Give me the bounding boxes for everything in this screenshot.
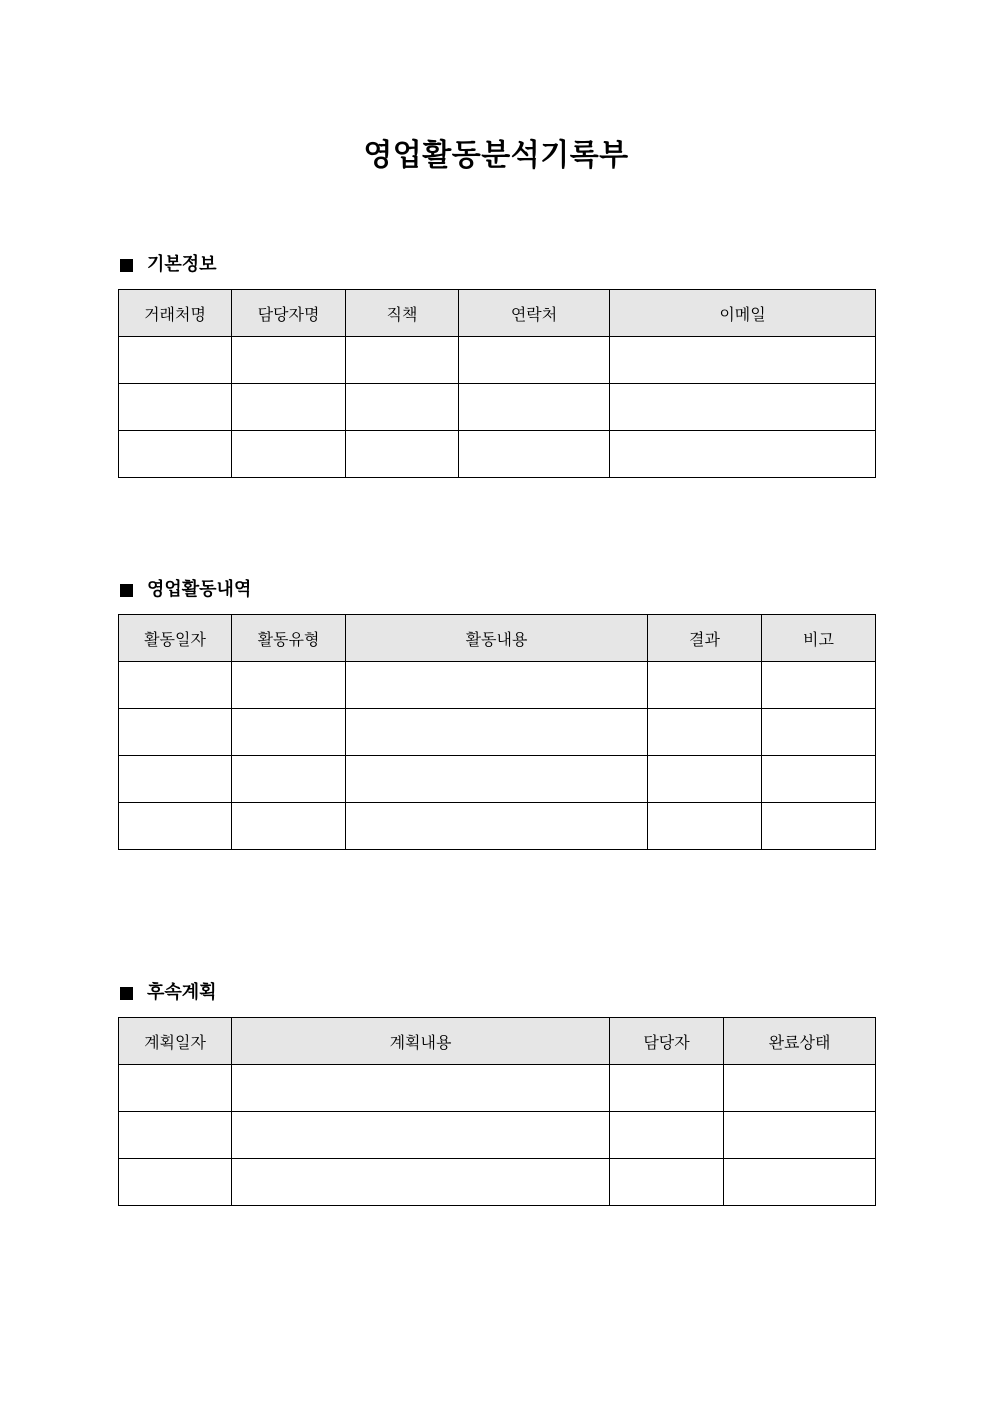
- activity-table: [118, 614, 876, 850]
- table-row: [119, 1159, 876, 1206]
- table-cell[interactable]: [610, 431, 876, 478]
- table-row: [119, 431, 876, 478]
- section-heading-activity: [118, 578, 251, 602]
- section-heading-label: 기본정보: [147, 254, 217, 275]
- table-cell[interactable]: [119, 709, 232, 756]
- table-cell[interactable]: [724, 1065, 876, 1112]
- table-cell[interactable]: [724, 1159, 876, 1206]
- table-cell[interactable]: [119, 384, 232, 431]
- table-cell[interactable]: [724, 1112, 876, 1159]
- column-header-activity-type: 활동유형: [232, 615, 346, 662]
- table-cell[interactable]: [232, 431, 346, 478]
- table-cell[interactable]: [232, 1159, 610, 1206]
- section-heading-label: 영업활동내역: [147, 579, 252, 600]
- table-cell[interactable]: [346, 384, 459, 431]
- table-cell[interactable]: [610, 1159, 724, 1206]
- column-header-plan-content: 계획내용: [232, 1018, 610, 1065]
- column-header-contact-name: 담당자명: [232, 290, 346, 337]
- table-cell[interactable]: [346, 431, 459, 478]
- column-header-result: 결과: [648, 615, 762, 662]
- table-row: [119, 662, 876, 709]
- table-cell[interactable]: [119, 431, 232, 478]
- table-cell[interactable]: [232, 662, 346, 709]
- column-header-completion-status: 완료상태: [724, 1018, 876, 1065]
- table-cell[interactable]: [232, 803, 346, 850]
- table-cell[interactable]: [648, 709, 762, 756]
- table-cell[interactable]: [648, 803, 762, 850]
- column-header-client-name: 거래처명: [119, 290, 232, 337]
- column-header-activity-content: 활동내용: [346, 615, 648, 662]
- table-cell[interactable]: [610, 1112, 724, 1159]
- table-row: [119, 337, 876, 384]
- table-cell[interactable]: [648, 756, 762, 803]
- followup-table: [118, 1017, 876, 1206]
- column-header-activity-date: 활동일자: [119, 615, 232, 662]
- table-row: [119, 384, 876, 431]
- table-cell[interactable]: [762, 803, 876, 850]
- column-header-email: 이메일: [610, 290, 876, 337]
- table-cell[interactable]: [232, 1112, 610, 1159]
- table-header-row: [119, 1018, 876, 1065]
- square-bullet-icon: [120, 987, 133, 1000]
- square-bullet-icon: [120, 259, 133, 272]
- section-heading-label: 후속계획: [147, 982, 217, 1003]
- table-cell[interactable]: [762, 709, 876, 756]
- square-bullet-icon: [120, 584, 133, 597]
- table-cell[interactable]: [648, 662, 762, 709]
- column-header-remarks: 비고: [762, 615, 876, 662]
- table-row: [119, 709, 876, 756]
- table-cell[interactable]: [346, 709, 648, 756]
- section-heading-followup: [118, 981, 217, 1005]
- column-header-position: 직책: [346, 290, 459, 337]
- table-cell[interactable]: [232, 1065, 610, 1112]
- table-cell[interactable]: [346, 756, 648, 803]
- column-header-phone: 연락처: [459, 290, 610, 337]
- table-cell[interactable]: [232, 756, 346, 803]
- table-cell[interactable]: [346, 337, 459, 384]
- table-cell[interactable]: [119, 756, 232, 803]
- table-cell[interactable]: [232, 384, 346, 431]
- table-cell[interactable]: [346, 662, 648, 709]
- table-cell[interactable]: [119, 1159, 232, 1206]
- table-row: [119, 803, 876, 850]
- column-header-plan-date: 계획일자: [119, 1018, 232, 1065]
- table-cell[interactable]: [232, 709, 346, 756]
- section-heading-basic-info: [118, 253, 217, 277]
- table-cell[interactable]: [119, 803, 232, 850]
- table-cell[interactable]: [610, 337, 876, 384]
- table-cell[interactable]: [119, 337, 232, 384]
- table-cell[interactable]: [610, 384, 876, 431]
- page-title: 영업활동분석기록부: [363, 138, 629, 173]
- table-row: [119, 1065, 876, 1112]
- table-cell[interactable]: [459, 384, 610, 431]
- table-cell[interactable]: [119, 1065, 232, 1112]
- basic-info-table: [118, 289, 876, 478]
- table-cell[interactable]: [459, 431, 610, 478]
- table-cell[interactable]: [459, 337, 610, 384]
- column-header-owner: 담당자: [610, 1018, 724, 1065]
- table-cell[interactable]: [346, 803, 648, 850]
- table-row: [119, 756, 876, 803]
- table-row: [119, 1112, 876, 1159]
- table-header-row: [119, 290, 876, 337]
- table-cell[interactable]: [610, 1065, 724, 1112]
- table-cell[interactable]: [119, 662, 232, 709]
- table-header-row: [119, 615, 876, 662]
- table-cell[interactable]: [232, 337, 346, 384]
- table-cell[interactable]: [762, 756, 876, 803]
- table-cell[interactable]: [762, 662, 876, 709]
- table-cell[interactable]: [119, 1112, 232, 1159]
